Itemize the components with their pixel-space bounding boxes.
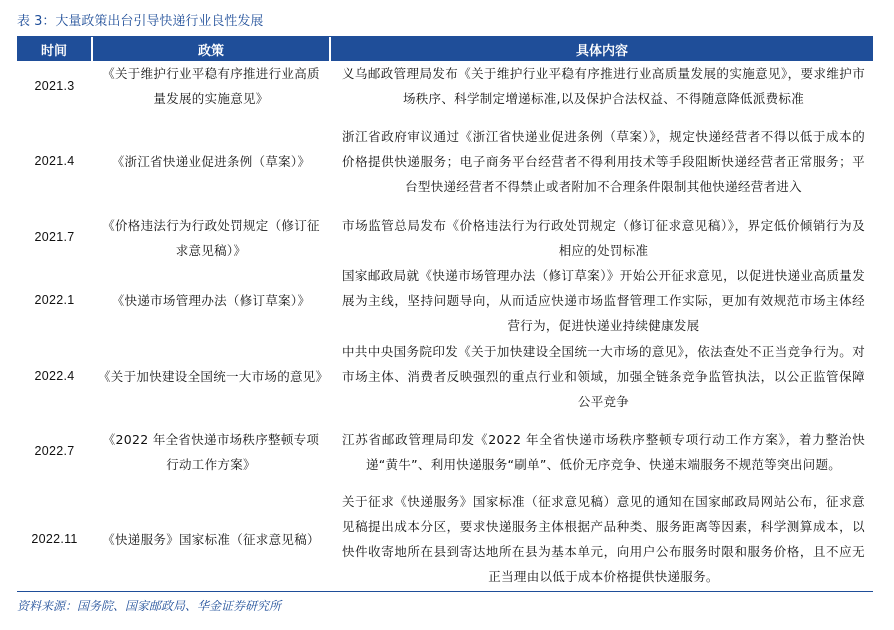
- cell-policy: 《2022 年全省快递市场秩序整顿专项行动工作方案》: [102, 431, 320, 472]
- source-note: 资料来源：国务院、国家邮政局、华金证券研究所: [17, 599, 282, 613]
- table-row: [17, 212, 873, 263]
- policy-table: [17, 37, 873, 589]
- cell-time: 2021.7: [34, 230, 75, 244]
- bottom-rule: [17, 591, 873, 592]
- column-header-time: 时间: [17, 37, 92, 61]
- cell-content: 浙江省政府审议通过《浙江省快递业促进条例（草案）》，规定快递经营者不得以低于成本的价格提供快递服务；电子商务平台经营者不得利用技术等手段阻断快递经营者正常服务；平台型快递经营者不得禁止或者附加不合理条件限制其他快递经营者进入: [342, 129, 865, 194]
- cell-time: 2022.11: [31, 531, 78, 546]
- cell-policy: 《关于维护行业平稳有序推进行业高质量发展的实施意见》: [102, 66, 320, 106]
- cell-time: 2022.4: [34, 368, 75, 383]
- cell-policy: 《快递服务》国家标准（征求意见稿）: [102, 531, 320, 547]
- table-row: [17, 414, 873, 489]
- cell-content: 中共中央国务院印发《关于加快建设全国统一大市场的意见》，依法查处不正当竞争行为。对市场主体、消费者反映强烈的重点行业和领域，加强全链条竞争监管执法，以公正监管保障公平竞争: [342, 343, 865, 409]
- cell-content: 关于征求《快递服务》国家标准（征求意见稿）意见的通知在国家邮政局网站公布，征求意见稿提出成本分区，要求快递服务主体根据产品种类、服务距离等因素，科学测算成本，以快件收寄地所在县到寄达地所在县为基本单元，向用户公布服务时限和服务价格，且不应无正当理由以低于成本价格提供快递服务。: [342, 494, 865, 584]
- cell-time: 2021.3: [34, 78, 75, 93]
- cell-content: 国家邮政局就《快递市场管理办法（修订草案）》开始公开征求意见，以促进快递业高质量发展为主线，坚持问题导向，从而适应快递市场监督管理工作实际，更加有效规范市场主体经营行为，促进快递业持续健康发展: [342, 268, 865, 333]
- table-row: [17, 263, 873, 338]
- cell-content: 市场监管总局发布《价格违法行为行政处罚规定（修订征求意见稿）》，界定低价倾销行为及相应的处罚标准: [342, 217, 865, 258]
- table-row: [17, 61, 873, 111]
- column-header-policy: 政策: [92, 37, 330, 61]
- cell-content: 义乌邮政管理局发布《关于维护行业平稳有序推进行业高质量发展的实施意见》，要求维护市场秩序、科学制定增递标准,以及保护合法权益、不得随意降低派费标准: [342, 66, 865, 106]
- table-row: [17, 111, 873, 212]
- cell-policy: 《浙江省快递业促进条例（草案）》: [111, 154, 311, 169]
- cell-time: 2022.7: [34, 444, 75, 458]
- column-header-content: 具体内容: [330, 37, 873, 61]
- cell-content: 江苏省邮政管理局印发《2022 年全省快递市场秩序整顿专项行动工作方案》，着力整治快递“黄牛”、利用快递服务“刷单”、低价无序竞争、快递末端服务不规范等突出问题。: [342, 431, 865, 472]
- table-row: [17, 489, 873, 589]
- table-row: [17, 338, 873, 414]
- table-caption: 表 3：大量政策出台引导快递行业良性发展: [17, 14, 264, 29]
- cell-time: 2022.1: [34, 293, 75, 307]
- cell-policy: 《关于加快建设全国统一大市场的意见》: [98, 368, 329, 384]
- cell-time: 2021.4: [34, 154, 75, 168]
- cell-policy: 《价格违法行为行政处罚规定（修订征求意见稿）》: [102, 217, 320, 258]
- cell-policy: 《快递市场管理办法（修订草案）》: [111, 293, 311, 308]
- table-header-row: [17, 37, 873, 61]
